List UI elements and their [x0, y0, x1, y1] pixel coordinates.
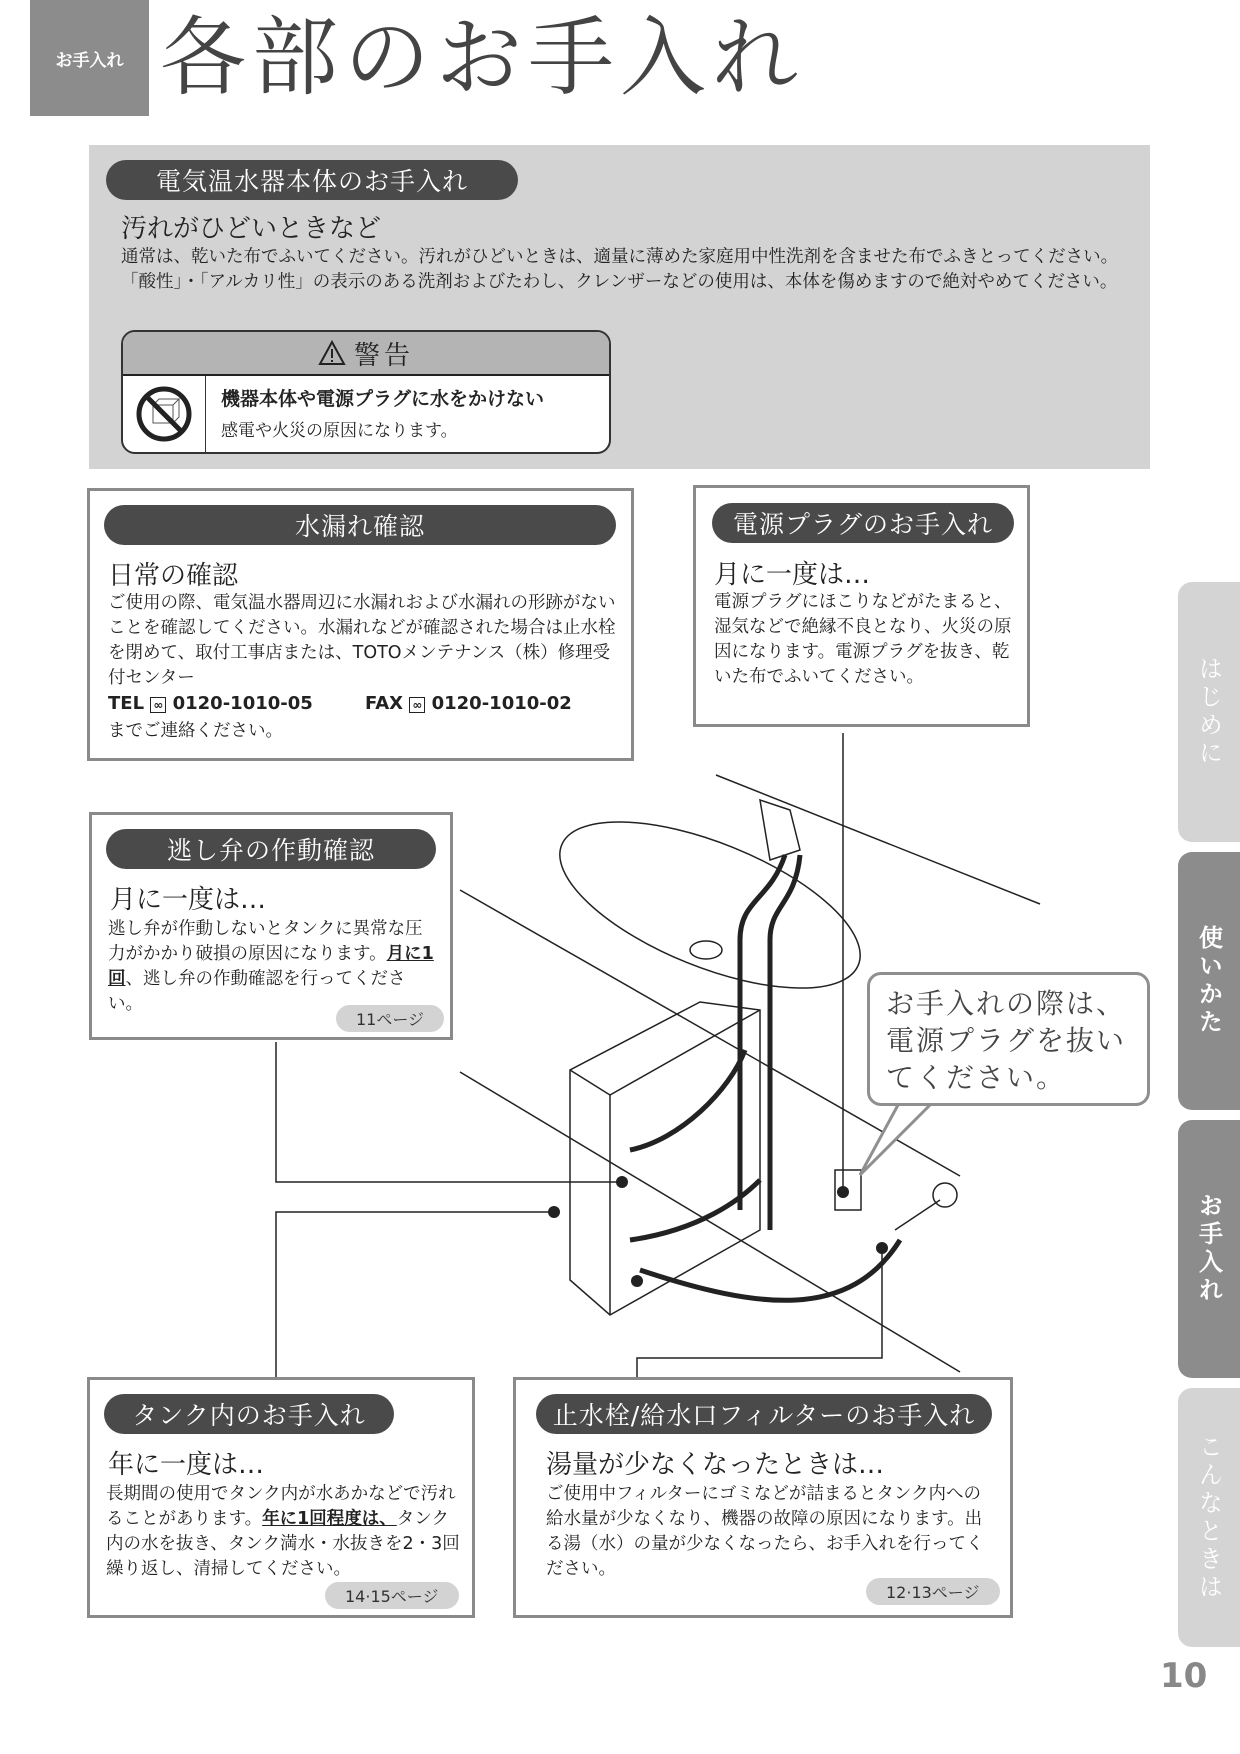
plug-care-pill: 電源プラグのお手入れ	[712, 503, 1014, 543]
plug-care-text: 電源プラグにほこりなどがたまると、湿気などで絶縁不良となり、火災の原因になります。電源プラグを抜き、乾いた布でふいてください。	[714, 592, 1012, 687]
tab-maintenance[interactable]: お手入れ	[1178, 1120, 1240, 1378]
freedial-icon: ∞	[150, 697, 166, 713]
filter-care-pill: 止水栓/給水口フィルターのお手入れ	[536, 1394, 992, 1434]
tank-care-text: 長期間の使用でタンク内が水あかなどで汚れることがあります。年に1回程度は、タンク内の水を抜き、タンク満水・水抜きを2・3回繰り返し、清掃してください。	[106, 1484, 460, 1579]
filter-care-box	[513, 1377, 1013, 1618]
unplug-reminder-bubble: お手入れの際は、電源プラグを抜いてください。	[867, 972, 1150, 1106]
tab-troubleshooting[interactable]: こんなときは	[1178, 1388, 1240, 1647]
filter-care-subheading: 湯量が少なくなったときは…	[546, 1450, 885, 1480]
leak-check-closing: までご連絡ください。	[108, 721, 283, 741]
filter-care-text: ご使用中フィルターにゴミなどが詰まるとタンク内への給水量が少なくなり、機器の故障の原因になります。出る湯（水）の量が少なくなったら、お手入れを行ってください。	[546, 1484, 984, 1579]
tab-how-to-use[interactable]: 使いかた	[1178, 852, 1240, 1110]
plug-care-subheading: 月に一度は…	[714, 560, 871, 590]
warning-label: 警告	[353, 340, 414, 371]
page-number: 10	[1160, 1656, 1208, 1696]
warning-title: 機器本体や電源プラグに水をかけない	[221, 388, 545, 410]
page-ref-link[interactable]: 12·13ページ	[866, 1578, 1000, 1605]
relief-valve-text: 逃し弁が作動しないとタンクに異常な圧力がかかり破損の原因になります。月に1回、逃し弁の作動確認を行ってください。	[108, 919, 434, 1014]
tank-care-pill: タンク内のお手入れ	[104, 1394, 394, 1434]
tank-care-subheading: 年に一度は…	[108, 1450, 265, 1480]
tank-care-box	[87, 1377, 475, 1618]
main-body-pill: 電気温水器本体のお手入れ	[106, 160, 518, 200]
main-body-text: 通常は、乾いた布でふいてください。汚れがひどいときは、適量に薄めた家庭用中性洗剤を含ませた布でふきとってください。「酸性」・「アルカリ性」の表示のある洗剤およびたわし、クレンザーなどの使用は、本体を傷めますので絶対やめてください。	[121, 247, 1119, 292]
section-tag: お手入れ	[30, 0, 149, 116]
tel-number: 0120-1010-05	[172, 693, 313, 714]
main-body-subheading: 汚れがひどいときなど	[121, 214, 382, 244]
leak-check-subheading: 日常の確認	[108, 561, 239, 591]
fax-number: 0120-1010-02	[431, 693, 572, 714]
tel-label: TEL	[108, 693, 145, 714]
relief-valve-subheading: 月に一度は…	[110, 885, 267, 915]
page-title: 各部のお手入れ	[160, 8, 804, 108]
relief-valve-emphasis: 月に1回	[108, 944, 434, 989]
leak-check-pill: 水漏れ確認	[104, 505, 616, 545]
page-ref-link[interactable]: 14·15ページ	[325, 1582, 459, 1609]
freedial-icon: ∞	[409, 697, 425, 713]
leak-check-text: ご使用の際、電気温水器周辺に水漏れおよび水漏れの形跡がないことを確認してください。水漏れなどが確認された場合は止水栓を閉めて、取付工事店または、TOTOメンテナンス（株）修理受付センター	[108, 593, 616, 688]
fax-label: FAX	[365, 693, 404, 714]
warning-text: 感電や火災の原因になります。	[221, 421, 458, 441]
page-ref-link[interactable]: 11ページ	[336, 1005, 444, 1032]
relief-valve-pill: 逃し弁の作動確認	[106, 829, 436, 869]
tab-introduction[interactable]: はじめに	[1178, 582, 1240, 842]
tank-care-emphasis: 年に1回程度は、	[262, 1509, 397, 1529]
